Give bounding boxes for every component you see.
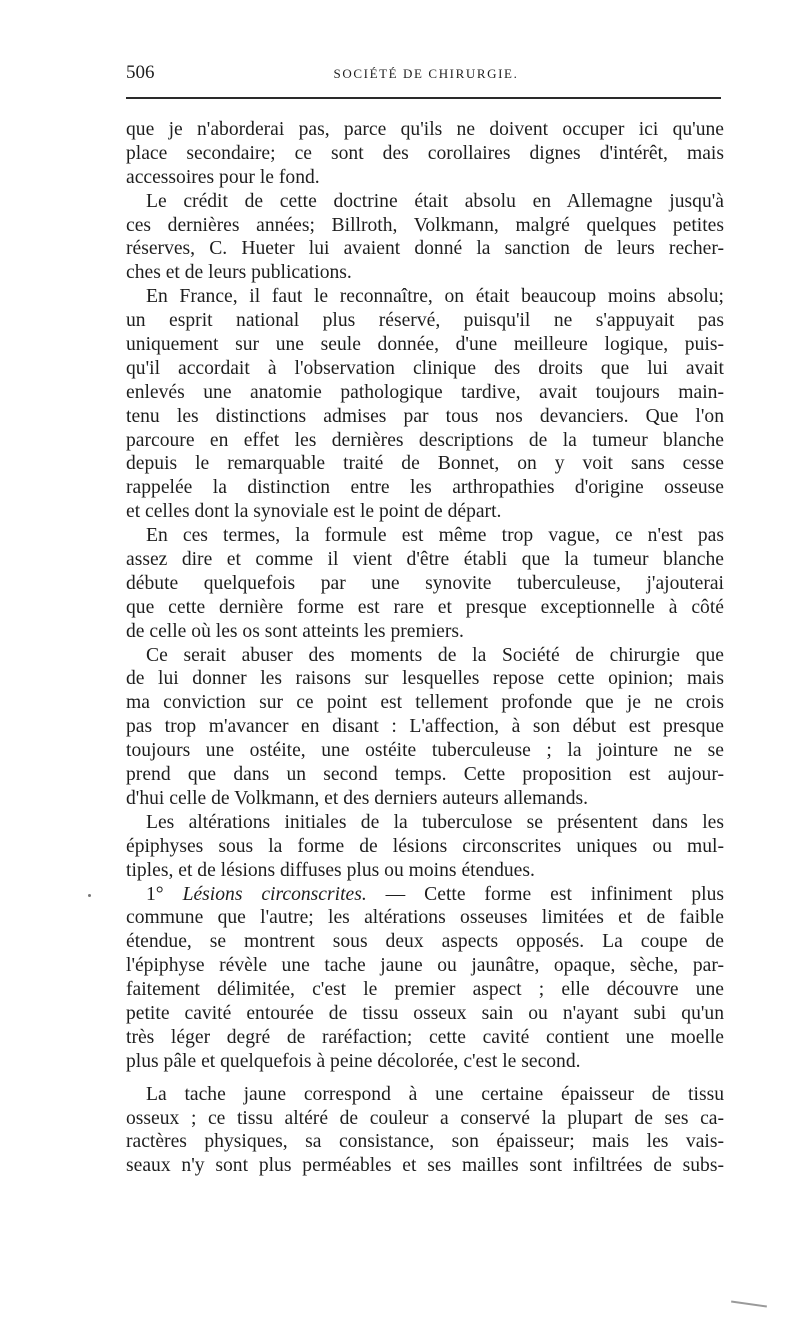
text-line: tiples, et de lésions diffuses plus ou moins étendues. xyxy=(126,859,535,881)
text-line: En ces termes, la formule est même trop vague, ce n'est pas xyxy=(146,525,724,547)
text-line: place secondaire; ce sont des corollaires dignes d'intérêt, mais xyxy=(126,142,724,164)
text-line: que cette dernière forme est rare et presque exceptionnelle à côté xyxy=(126,596,724,618)
text-line: seaux n'y sont plus perméables et ses mailles sont infiltrées de subs- xyxy=(126,1155,724,1177)
text-line: uniquement sur une seule donnée, d'une meilleure logique, puis- xyxy=(126,334,724,356)
page-number: 506 xyxy=(126,62,155,83)
text-line: pas trop m'avancer en disant : L'affection, à son début est presque xyxy=(126,716,724,738)
text-line: rappelée la distinction entre les arthropathies d'origine osseuse xyxy=(126,477,724,499)
section-rest: — Cette forme est infiniment plus xyxy=(385,883,725,905)
text-line: commune que l'autre; les altérations osseuses limitées et de faible xyxy=(126,907,724,929)
section-number: 1° xyxy=(146,883,164,905)
text-line: réserves, C. Hueter lui avaient donné la sanction de leurs recher- xyxy=(126,238,724,260)
text-line: toujours une ostéite, une ostéite tuberculeuse ; la jointure ne se xyxy=(126,740,724,762)
page-edge-mark xyxy=(731,1301,767,1308)
body-text xyxy=(126,118,724,1178)
text-line: et celles dont la synoviale est le point de départ. xyxy=(126,501,502,523)
text-line: petite cavité entourée de tissu osseux sain ou n'ayant subi qu'un xyxy=(126,1002,724,1024)
text-line: d'hui celle de Volkmann, et des derniers auteurs allemands. xyxy=(126,787,589,809)
text-line: En France, il faut le reconnaître, on était beaucoup moins absolu; xyxy=(146,286,724,308)
section-title: Lésions circonscrites. xyxy=(182,883,367,905)
text-line: parcoure en effet les dernières descriptions de la tumeur blanche xyxy=(126,429,724,451)
text-line: plus pâle et quelquefois à peine décolorée, c'est le second. xyxy=(126,1050,581,1072)
text-line: un esprit national plus réservé, puisqu'il ne s'appuyait pas xyxy=(126,310,724,332)
text-line: Le crédit de cette doctrine était absolu en Allemagne jusqu'à xyxy=(146,190,724,212)
text-line: épiphyses sous la forme de lésions circonscrites uniques ou mul- xyxy=(126,835,724,857)
text-line: ma conviction sur ce point est tellement profonde que je ne crois xyxy=(126,692,724,714)
text-line: La tache jaune correspond à une certaine épaisseur de tissu xyxy=(146,1083,724,1105)
text-line: débute quelquefois par une synovite tuberculeuse, j'ajouterai xyxy=(126,572,724,594)
text-line: prend que dans un second temps. Cette proposition est aujour- xyxy=(126,764,724,786)
text-line: faitement délimitée, c'est le premier aspect ; elle découvre une xyxy=(126,979,724,1001)
text-line: étendue, se montrent sous deux aspects opposés. La coupe de xyxy=(126,931,724,953)
text-line: accessoires pour le fond. xyxy=(126,166,320,188)
text-line: ractères physiques, sa consistance, son épaisseur; mais les vais- xyxy=(126,1131,724,1153)
text-line: enlevés une anatomie pathologique tardive, avait toujours main- xyxy=(126,381,724,403)
running-head: SOCIÉTÉ DE CHIRURGIE. xyxy=(333,66,519,81)
text-line: Les altérations initiales de la tuberculose se présentent dans les xyxy=(146,811,724,833)
page-header xyxy=(126,60,726,90)
text-line: de lui donner les raisons sur lesquelles repose cette opinion; mais xyxy=(126,668,724,690)
text-line: tenu les distinctions admises par tous nos devanciers. Que l'on xyxy=(126,405,724,427)
text-line: l'épiphyse révèle une tache jaune ou jaunâtre, opaque, sèche, par- xyxy=(126,955,724,977)
text-line: de celle où les os sont atteints les premiers. xyxy=(126,620,464,642)
text-line: Ce serait abuser des moments de la Société de chirurgie que xyxy=(146,644,724,666)
text-line: que je n'aborderai pas, parce qu'ils ne doivent occuper ici qu'une xyxy=(126,119,724,140)
margin-dot xyxy=(88,894,91,897)
header-rule xyxy=(126,97,721,99)
text-line: ches et de leurs publications. xyxy=(126,262,352,284)
header-bar xyxy=(126,60,726,90)
text-line: qu'il accordait à l'observation clinique des droits que lui avait xyxy=(126,357,724,379)
text-line: ces dernières années; Billroth, Volkmann, malgré quelques petites xyxy=(126,214,724,236)
text-line: assez dire et comme il vient d'être établi que la tumeur blanche xyxy=(126,549,724,571)
text-line: depuis le remarquable traité de Bonnet, on y voit sans cesse xyxy=(126,453,724,475)
text-line: très léger degré de raréfaction; cette cavité contient une moelle xyxy=(126,1026,724,1048)
text-line: osseux ; ce tissu altéré de couleur a conservé la plupart de ses ca- xyxy=(126,1107,724,1129)
paragraph-gap xyxy=(126,1074,724,1083)
text-line-heading xyxy=(126,883,724,907)
